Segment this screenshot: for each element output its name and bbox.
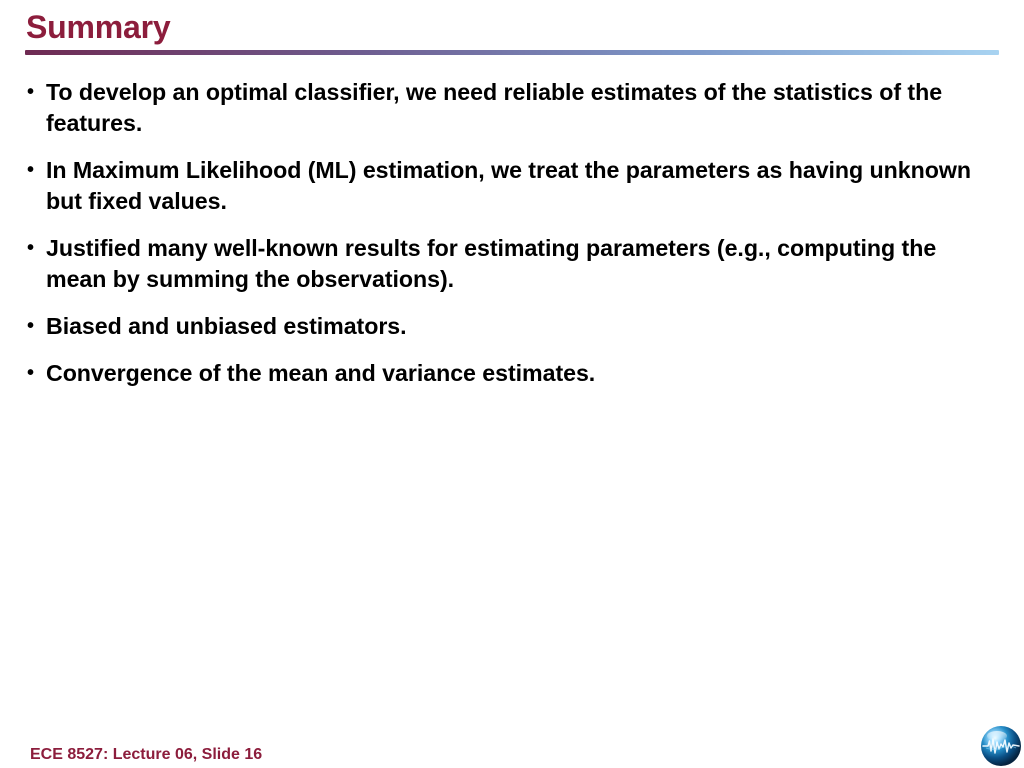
bullet-marker: • xyxy=(27,81,35,103)
slide-title: Summary xyxy=(26,9,171,45)
bullet-marker: • xyxy=(27,159,35,181)
bullet-text: Convergence of the mean and variance estimates. xyxy=(46,360,596,386)
bullet-marker: • xyxy=(27,237,35,259)
bullet-text: To develop an optimal classifier, we need reliable estimates of the statistics of the features. xyxy=(46,79,943,136)
bullet-item xyxy=(27,77,1002,139)
title-underline xyxy=(25,50,999,55)
bullet-text: Biased and unbiased estimators. xyxy=(46,313,407,339)
slide-footer: ECE 8527: Lecture 06, Slide 16 xyxy=(30,746,263,763)
bullet-item xyxy=(27,358,1002,389)
bullet-item xyxy=(27,311,1002,342)
bullet-list xyxy=(27,77,1002,405)
bullet-item xyxy=(27,233,1002,295)
globe-waveform-icon xyxy=(979,724,1023,768)
bullet-marker: • xyxy=(27,362,35,384)
bullet-marker: • xyxy=(27,315,35,337)
bullet-item xyxy=(27,155,1002,217)
bullet-text: In Maximum Likelihood (ML) estimation, we treat the parameters as having unknown but fixed values. xyxy=(46,157,971,214)
bullet-text: Justified many well-known results for estimating parameters (e.g., computing the mean by summing the observations). xyxy=(46,235,937,292)
